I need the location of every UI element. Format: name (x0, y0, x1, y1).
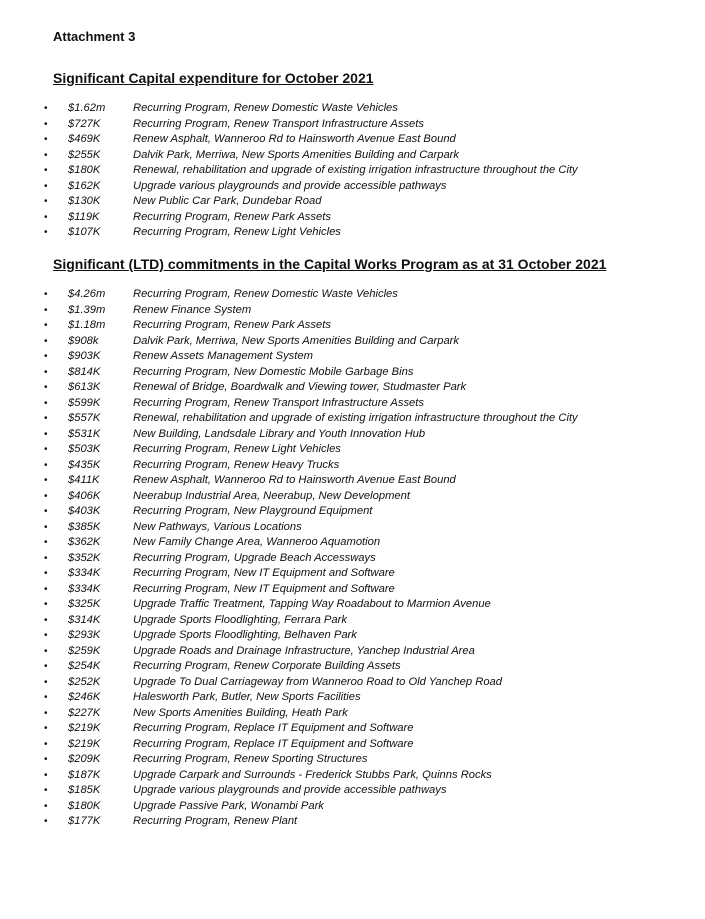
item-description: Upgrade Passive Park, Wonambi Park (133, 799, 324, 812)
item-description: Upgrade To Dual Carriageway from Wanneroo Road to Old Yanchep Road (133, 675, 502, 688)
item-amount: $4.26m (68, 288, 106, 300)
bullet-icon: • (44, 692, 48, 703)
item-amount: $180K (68, 164, 101, 176)
bullet-icon: • (44, 785, 48, 796)
item-amount: $1.62m (68, 102, 106, 114)
item-description: Renew Finance System (133, 303, 252, 316)
item-amount: $531K (68, 427, 101, 440)
item-amount: $314K (68, 613, 101, 626)
bullet-icon: • (44, 521, 48, 533)
bullet-icon: • (44, 444, 48, 455)
item-amount: $362K (68, 536, 101, 548)
item-description: Recurring Program, Renew Corporate Building Assets (133, 660, 401, 672)
item-description: Recurring Program, Renew Transport Infrastructure Assets (133, 117, 424, 130)
item-description: Recurring Program, Renew Light Vehicles (133, 443, 341, 455)
bullet-icon: • (44, 630, 48, 641)
bullet-icon: • (44, 568, 48, 579)
item-amount: $557K (68, 412, 101, 424)
item-amount: $1.18m (68, 319, 106, 331)
bullet-icon: • (44, 165, 48, 176)
item-description: Upgrade various playgrounds and provide accessible pathways (133, 179, 447, 192)
item-description: Neerabup Industrial Area, Neerabup, New Development (133, 489, 410, 502)
item-description: Recurring Program, Renew Heavy Trucks (133, 458, 340, 471)
bullet-icon: • (44, 769, 48, 781)
bullet-icon: • (44, 335, 48, 347)
bullet-icon: • (44, 645, 48, 657)
item-amount: $177K (68, 815, 101, 827)
bullet-icon: • (44, 180, 48, 192)
bullet-icon: • (44, 320, 48, 331)
bullet-icon: • (44, 661, 48, 672)
item-description: Halesworth Park, Butler, New Sports Facilities (133, 691, 361, 703)
bullet-icon: • (44, 723, 48, 734)
item-description: New Building, Landsdale Library and Youth Innovation Hub (133, 427, 426, 440)
bullet-icon: • (44, 506, 48, 517)
bullet-icon: • (44, 149, 48, 161)
item-amount: $903K (68, 350, 101, 362)
item-amount: $209K (68, 753, 101, 765)
bullet-icon: • (44, 227, 48, 238)
bullet-icon: • (44, 351, 48, 362)
item-description: Dalvik Park, Merriwa, New Sports Amenities Building and Carpark (133, 334, 460, 347)
item-amount: $255K (68, 148, 101, 161)
item-description: Recurring Program, Replace IT Equipment and Software (133, 737, 414, 750)
item-description: Upgrade Carpark and Surrounds - Frederick Stubbs Park, Quinns Rocks (133, 768, 492, 781)
item-description: Recurring Program, New IT Equipment and Software (133, 567, 395, 579)
item-description: Recurring Program, New Domestic Mobile Garbage Bins (133, 365, 414, 378)
item-description: Recurring Program, Renew Sporting Structures (133, 753, 368, 765)
bullet-icon: • (44, 676, 48, 688)
item-description: Upgrade various playgrounds and provide accessible pathways (133, 784, 447, 796)
item-description: Dalvik Park, Merriwa, New Sports Amenities Building and Carpark (133, 148, 460, 161)
bullet-icon: • (44, 103, 48, 114)
bullet-icon: • (44, 211, 48, 223)
item-amount: $385K (68, 520, 101, 533)
item-description: Recurring Program, Renew Domestic Waste Vehicles (133, 102, 398, 114)
item-amount: $334K (68, 582, 101, 595)
attachment-title: Attachment 3 (53, 29, 136, 44)
bullet-icon: • (44, 475, 48, 486)
item-amount: $246K (68, 691, 101, 703)
item-description: New Pathways, Various Locations (133, 520, 302, 533)
bullet-icon: • (44, 134, 48, 145)
bullet-icon: • (44, 118, 48, 130)
bullet-icon: • (44, 599, 48, 610)
item-description: Upgrade Sports Floodlighting, Ferrara Park (133, 613, 347, 626)
bullet-icon: • (44, 800, 48, 812)
item-amount: $613K (68, 381, 101, 393)
item-amount: $1.39m (68, 303, 106, 316)
item-description: Upgrade Traffic Treatment, Tapping Way Roadabout to Marmion Avenue (133, 598, 491, 610)
item-amount: $814K (68, 365, 101, 378)
bullet-icon: • (44, 738, 48, 750)
item-amount: $908k (68, 334, 99, 347)
item-amount: $727K (68, 117, 101, 130)
item-description: Upgrade Sports Floodlighting, Belhaven Park (133, 629, 357, 641)
item-amount: $252K (68, 675, 101, 688)
bullet-icon: • (44, 537, 48, 548)
section2-heading: Significant (LTD) commitments in the Capital Works Program as at 31 October 2021 (53, 256, 607, 272)
item-amount: $185K (68, 784, 101, 796)
item-amount: $219K (68, 722, 101, 734)
item-description: Renew Assets Management System (133, 350, 313, 362)
item-amount: $503K (68, 443, 101, 455)
item-amount: $469K (68, 133, 101, 145)
item-description: Renewal of Bridge, Boardwalk and Viewing tower, Studmaster Park (133, 381, 467, 393)
item-description: Renew Asphalt, Wanneroo Rd to Hainsworth Avenue East Bound (133, 474, 456, 486)
bullet-icon: • (44, 413, 48, 424)
item-amount: $406K (68, 489, 101, 502)
item-amount: $334K (68, 567, 101, 579)
item-amount: $293K (68, 629, 101, 641)
item-amount: $435K (68, 458, 101, 471)
bullet-icon: • (44, 196, 48, 207)
item-amount: $599K (68, 396, 101, 409)
item-description: Recurring Program, Renew Domestic Waste Vehicles (133, 288, 398, 300)
bullet-icon: • (44, 428, 48, 440)
item-amount: $130K (68, 195, 101, 207)
item-amount: $411K (68, 474, 100, 486)
bullet-icon: • (44, 459, 48, 471)
item-description: Renew Asphalt, Wanneroo Rd to Hainsworth Avenue East Bound (133, 133, 456, 145)
item-amount: $119K (68, 210, 100, 223)
item-description: Recurring Program, Upgrade Beach Accessways (133, 551, 376, 564)
item-description: Recurring Program, Renew Light Vehicles (133, 226, 341, 238)
item-amount: $325K (68, 598, 101, 610)
item-description: New Public Car Park, Dundebar Road (133, 195, 322, 207)
item-amount: $180K (68, 799, 101, 812)
bullet-icon: • (44, 707, 48, 719)
item-description: Recurring Program, Renew Park Assets (133, 319, 331, 331)
bullet-icon: • (44, 366, 48, 378)
item-amount: $227K (68, 706, 101, 719)
item-description: Recurring Program, New IT Equipment and Software (133, 582, 395, 595)
item-description: Recurring Program, Renew Park Assets (133, 210, 331, 223)
item-amount: $162K (68, 179, 101, 192)
item-description: Renewal, rehabilitation and upgrade of existing irrigation infrastructure throughout the City (133, 164, 578, 176)
item-amount: $219K (68, 737, 101, 750)
item-description: Recurring Program, Renew Transport Infrastructure Assets (133, 396, 424, 409)
item-amount: $403K (68, 505, 101, 517)
item-description: Renewal, rehabilitation and upgrade of existing irrigation infrastructure throughout the City (133, 412, 578, 424)
item-amount: $187K (68, 768, 101, 781)
bullet-icon: • (44, 397, 48, 409)
bullet-icon: • (44, 382, 48, 393)
item-amount: $259K (68, 644, 101, 657)
item-description: New Family Change Area, Wanneroo Aquamotion (133, 536, 381, 548)
item-description: Recurring Program, New Playground Equipment (133, 505, 373, 517)
item-description: New Sports Amenities Building, Heath Park (133, 706, 348, 719)
bullet-icon: • (44, 816, 48, 827)
item-description: Recurring Program, Replace IT Equipment and Software (133, 722, 414, 734)
bullet-icon: • (44, 614, 48, 626)
section1-heading: Significant Capital expenditure for October 2021 (53, 70, 374, 86)
bullet-icon: • (44, 754, 48, 765)
item-description: Recurring Program, Renew Plant (133, 815, 298, 827)
bullet-icon: • (44, 289, 48, 300)
bullet-icon: • (44, 552, 48, 564)
bullet-icon: • (44, 304, 48, 316)
item-amount: $352K (68, 551, 101, 564)
item-amount: $254K (68, 660, 101, 672)
bullet-icon: • (44, 583, 48, 595)
bullet-icon: • (44, 490, 48, 502)
item-amount: $107K (68, 226, 101, 238)
item-description: Upgrade Roads and Drainage Infrastructure, Yanchep Industrial Area (133, 644, 475, 657)
